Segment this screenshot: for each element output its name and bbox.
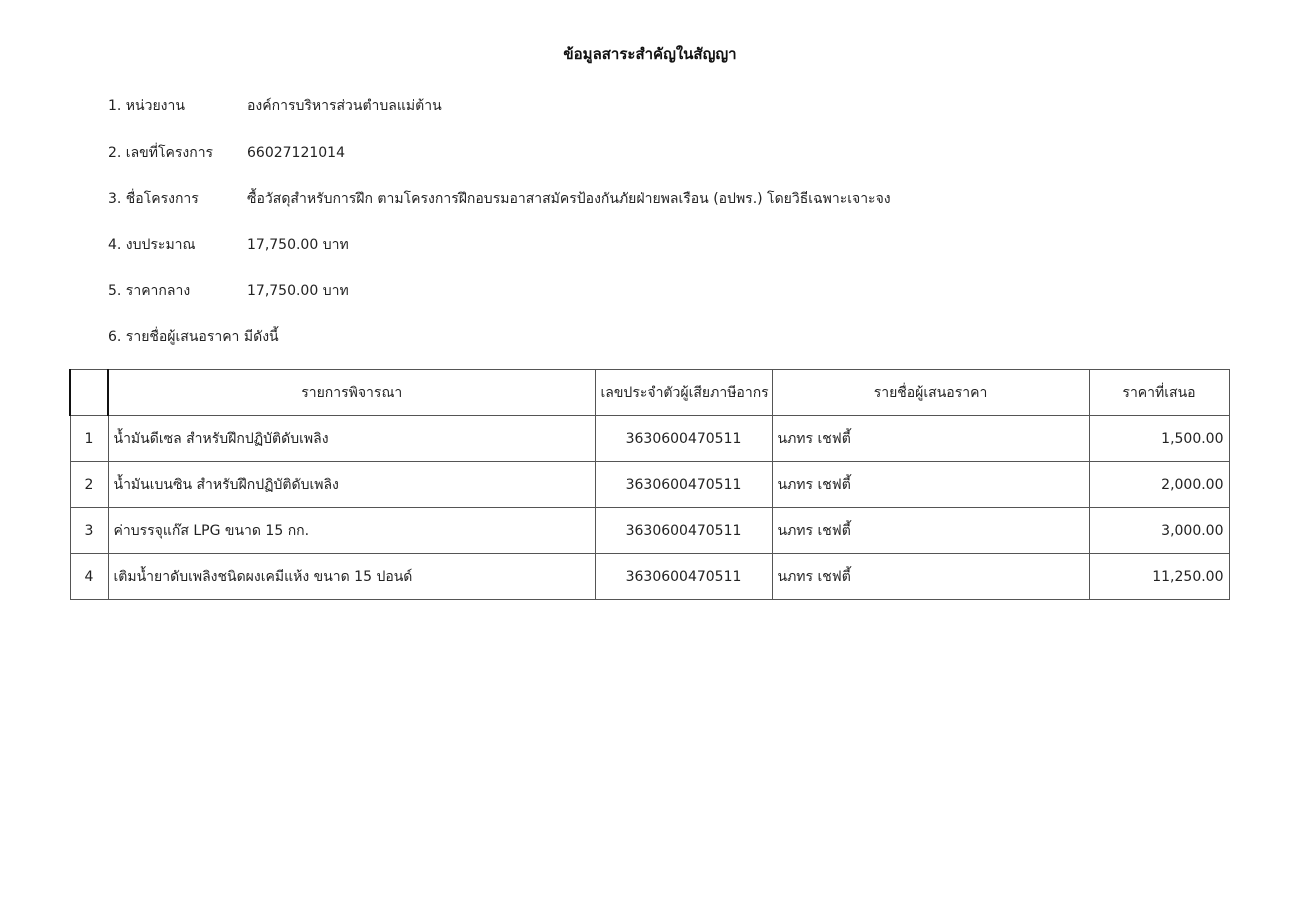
info-value: 17,750.00 บาท xyxy=(247,237,349,253)
info-label: 3. ชื่อโครงการ xyxy=(108,191,199,207)
row-item: ค่าบรรจุแก๊ส LPG ขนาด 15 กก. xyxy=(108,508,595,554)
info-label: 2. เลขที่โครงการ xyxy=(108,145,214,161)
info-row-agency xyxy=(108,94,442,118)
info-label: 6. รายชื่อผู้เสนอราคา มีดังนี้ xyxy=(108,329,279,345)
row-number: 1 xyxy=(70,416,108,462)
info-value: ซื้อวัสดุสำหรับการฝึก ตามโครงการฝึกอบรมอาสาสมัครป้องกันภัยฝ่ายพลเรือน (อปพร.) โดยวิธีเฉพาะเจาะจง xyxy=(247,191,891,207)
info-label: 4. งบประมาณ xyxy=(108,237,196,253)
row-price: 3,000.00 xyxy=(1089,508,1229,554)
header-no xyxy=(70,370,108,416)
bidders-table xyxy=(69,369,1230,600)
header-price: ราคาที่เสนอ xyxy=(1089,370,1229,416)
info-row-project-name xyxy=(108,187,891,211)
row-item: น้ำมันเบนซิน สำหรับฝึกปฏิบัติดับเพลิง xyxy=(108,462,595,508)
table-row xyxy=(70,554,1229,600)
row-tax-id: 3630600470511 xyxy=(595,462,772,508)
info-value: องค์การบริหารส่วนตำบลแม่ต้าน xyxy=(247,98,442,114)
document-title: ข้อมูลสาระสำคัญในสัญญา xyxy=(563,45,737,63)
row-price: 2,000.00 xyxy=(1089,462,1229,508)
info-label: 5. ราคากลาง xyxy=(108,283,191,299)
row-number: 2 xyxy=(70,462,108,508)
info-row-project-number xyxy=(108,141,345,165)
table-row xyxy=(70,462,1229,508)
info-row-median-price xyxy=(108,279,349,303)
row-tax-id: 3630600470511 xyxy=(595,508,772,554)
info-value: 66027121014 xyxy=(247,145,345,161)
row-number: 3 xyxy=(70,508,108,554)
info-label: 1. หน่วยงาน xyxy=(108,98,185,114)
table-row xyxy=(70,416,1229,462)
row-item: น้ำมันดีเซล สำหรับฝึกปฏิบัติดับเพลิง xyxy=(108,416,595,462)
row-bidder: นภทร เชฟตี้ xyxy=(772,416,1089,462)
row-tax-id: 3630600470511 xyxy=(595,554,772,600)
info-row-bidder-list xyxy=(108,325,279,349)
header-item: รายการพิจารณา xyxy=(108,370,595,416)
header-bidder: รายชื่อผู้เสนอราคา xyxy=(772,370,1089,416)
row-item: เติมน้ำยาดับเพลิงชนิดผงเคมีแห้ง ขนาด 15 ปอนด์ xyxy=(108,554,595,600)
row-bidder: นภทร เชฟตี้ xyxy=(772,508,1089,554)
row-price: 11,250.00 xyxy=(1089,554,1229,600)
row-bidder: นภทร เชฟตี้ xyxy=(772,554,1089,600)
row-bidder: นภทร เชฟตี้ xyxy=(772,462,1089,508)
header-tax-id: เลขประจำตัวผู้เสียภาษีอากร xyxy=(595,370,772,416)
info-row-budget xyxy=(108,233,349,257)
table-row xyxy=(70,508,1229,554)
table-header-row xyxy=(70,370,1229,416)
row-tax-id: 3630600470511 xyxy=(595,416,772,462)
info-value: 17,750.00 บาท xyxy=(247,283,349,299)
row-price: 1,500.00 xyxy=(1089,416,1229,462)
row-number: 4 xyxy=(70,554,108,600)
